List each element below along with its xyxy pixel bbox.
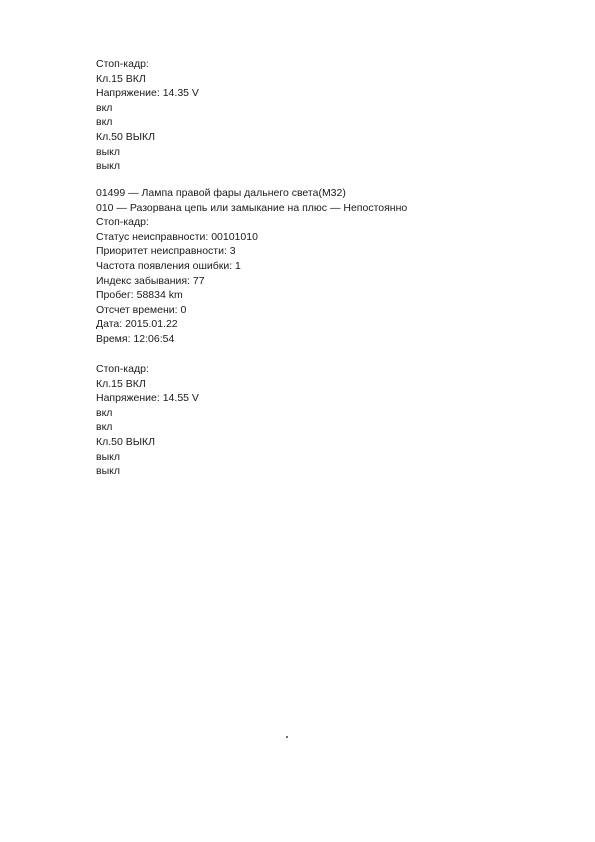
status-on: вкл	[96, 406, 113, 419]
status-off: выкл	[96, 450, 120, 463]
voltage-value: Напряжение: 14.55 V	[96, 392, 199, 405]
fault-time: Время: 12:06:54	[96, 332, 175, 345]
fault-record-block	[96, 186, 407, 347]
status-on: вкл	[96, 101, 113, 114]
freeze-frame-heading: Стоп-кадр:	[96, 363, 149, 375]
status-off: выкл	[96, 160, 120, 173]
status-on: вкл	[96, 421, 113, 434]
terminal-15-status: Кл.15 ВКЛ	[96, 377, 146, 390]
status-off: выкл	[96, 465, 120, 478]
time-counter: Отсчет времени: 0	[96, 303, 187, 316]
voltage-value: Напряжение: 14.35 V	[96, 87, 199, 100]
terminal-15-status: Кл.15 ВКЛ	[96, 72, 146, 85]
fault-date: Дата: 2015.01.22	[96, 318, 178, 331]
forget-index: Индекс забывания: 77	[96, 274, 205, 287]
freeze-frame-heading: Стоп-кадр:	[96, 216, 149, 229]
terminal-50-status: Кл.50 ВЫКЛ	[96, 435, 156, 448]
fault-status: Статус неисправности: 00101010	[96, 230, 258, 243]
status-off: выкл	[96, 145, 120, 158]
fault-code-title: 01499 — Лампа правой фары дальнего света(M32)	[96, 187, 346, 199]
scan-speck	[286, 736, 288, 738]
status-on: вкл	[96, 116, 113, 129]
terminal-50-status: Кл.50 ВЫКЛ	[96, 130, 156, 143]
fault-frequency: Частота появления ошибки: 1	[96, 259, 241, 272]
freeze-frame-block-1	[96, 57, 199, 174]
freeze-frame-block-2	[96, 362, 199, 479]
freeze-frame-heading: Стоп-кадр:	[96, 58, 149, 70]
fault-type-description: 010 — Разорвана цепь или замыкание на плюс — Непостоянно	[96, 201, 408, 214]
fault-priority: Приоритет неисправности: 3	[96, 245, 236, 258]
mileage: Пробег: 58834 km	[96, 289, 183, 302]
